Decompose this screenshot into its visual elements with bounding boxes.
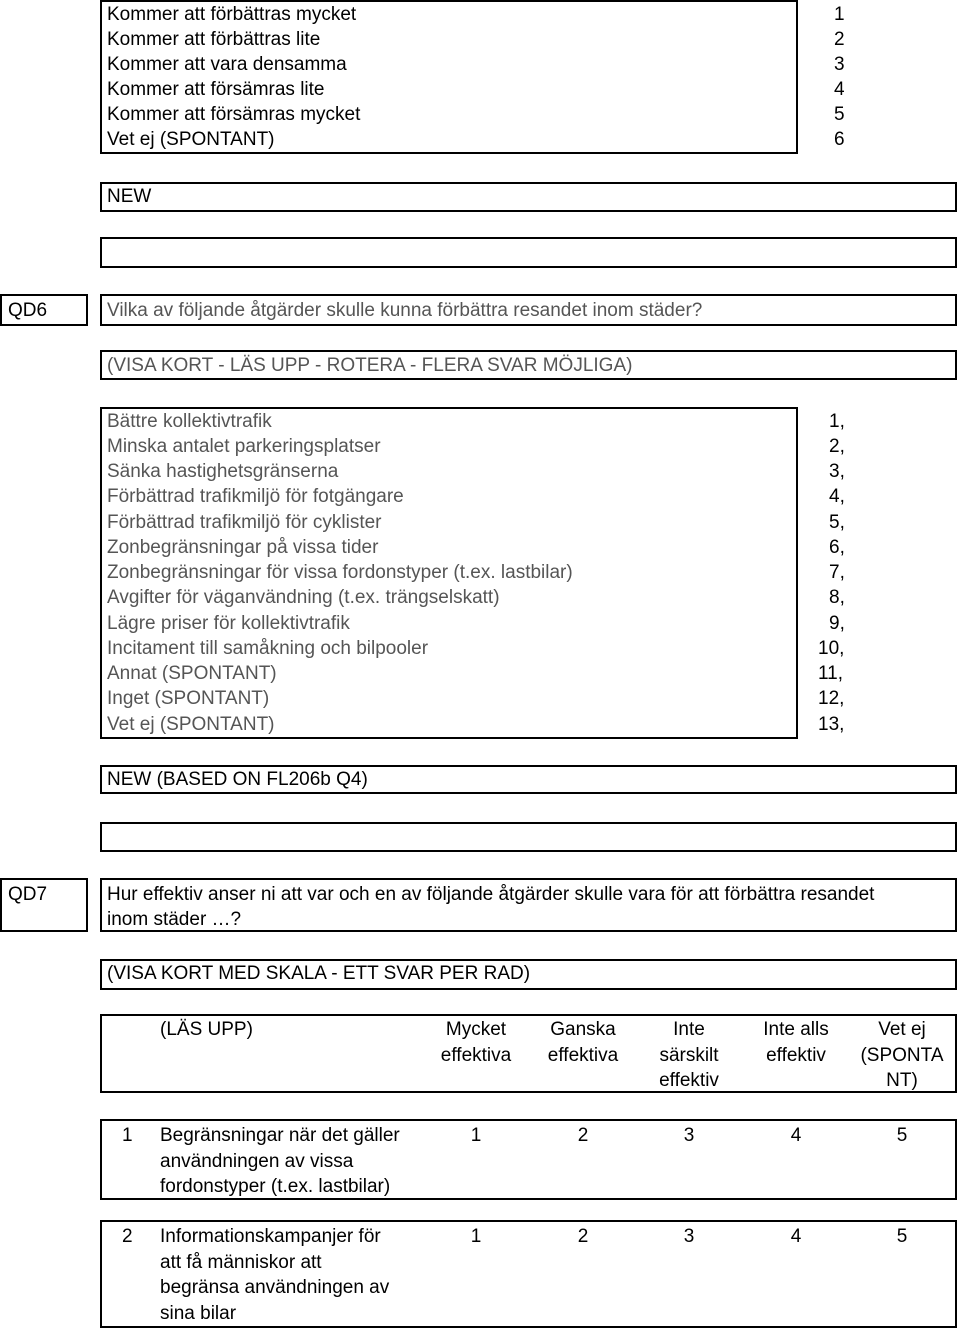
option-label: Zonbegränsningar för vissa fordonstyper (t.ex. lastbilar) [107, 562, 573, 583]
scale-header-fairly-effective [532, 1017, 634, 1068]
row-label-line: begränsa användningen av [160, 1277, 390, 1298]
list-item-code: 4 [834, 79, 845, 100]
option-label: Förbättrad trafikmiljö för cyklister [107, 512, 382, 533]
option-code: 12, [818, 688, 845, 709]
row-code: 2 [577, 1226, 589, 1247]
list-item-code: 2 [834, 29, 845, 50]
scale-header-line: Inte alls [763, 1019, 829, 1040]
list-item-code: 6 [834, 129, 845, 150]
row-code: 1 [470, 1226, 482, 1247]
list-item-label: Vet ej (SPONTANT) [107, 129, 275, 150]
new-box [100, 182, 957, 212]
question-text-line2: inom städer …? [107, 909, 242, 930]
scale-header-line: särskilt [659, 1044, 719, 1066]
option-code: 8, [829, 587, 845, 608]
row-label-line: Begränsningar när det gäller [160, 1125, 400, 1146]
row-code: 4 [790, 1226, 802, 1247]
option-label: Annat (SPONTANT) [107, 663, 277, 684]
scale-header-line: Vet ej [878, 1019, 926, 1040]
row-code: 5 [896, 1125, 908, 1146]
row-label-line: fordonstyper (t.ex. lastbilar) [160, 1176, 391, 1197]
option-label: Avgifter för väganvändning (t.ex. trängselskatt) [107, 587, 500, 608]
row-code: 3 [683, 1226, 695, 1247]
scale-header-line: Ganska [550, 1019, 616, 1040]
new-label: NEW [107, 186, 152, 207]
option-code: 11, [818, 663, 844, 684]
row-label-line: sina bilar [160, 1302, 237, 1324]
scale-header-line: effektiv [766, 1044, 826, 1066]
option-label: Lägre priser för kollektivtrafik [107, 613, 350, 634]
row-code: 3 [683, 1125, 695, 1146]
option-code: 9, [829, 613, 845, 634]
option-label: Zonbegränsningar på vissa tider [107, 537, 379, 558]
question-id: QD7 [8, 884, 48, 905]
read-aloud-header: (LÄS UPP) [160, 1019, 253, 1040]
option-code: 1, [829, 411, 845, 432]
row-label-line: användningen av vissa [160, 1150, 354, 1172]
scale-header-line: effektiv [659, 1070, 719, 1091]
option-code: 6, [829, 537, 845, 558]
list-item-label: Kommer att förbättras mycket [107, 4, 357, 25]
empty-box-2 [100, 822, 957, 852]
row-code: 1 [470, 1125, 482, 1146]
row-number: 1 [122, 1125, 133, 1146]
option-label: Inget (SPONTANT) [107, 688, 270, 709]
list-item-label: Kommer att försämras lite [107, 79, 325, 100]
row-code: 5 [896, 1226, 908, 1247]
instruction-text: (VISA KORT MED SKALA - ETT SVAR PER RAD) [107, 963, 531, 984]
question-id: QD6 [8, 300, 48, 321]
row-code: 2 [577, 1125, 589, 1146]
scale-header-line: Mycket [445, 1019, 507, 1040]
option-label: Incitament till samåkning och bilpooler [107, 638, 429, 659]
option-label: Bättre kollektivtrafik [107, 411, 272, 432]
option-label: Minska antalet parkeringsplatser [107, 436, 381, 457]
scale-header-dont-know [851, 1017, 953, 1094]
list-item-code: 5 [834, 104, 845, 125]
option-label: Förbättrad trafikmiljö för fotgängare [107, 486, 404, 507]
option-code: 4, [829, 486, 845, 507]
option-label: Vet ej (SPONTANT) [107, 714, 275, 735]
list-item-code: 1 [834, 4, 845, 25]
list-item-label: Kommer att förbättras lite [107, 29, 321, 50]
scale-header-line: effektiva [547, 1044, 619, 1066]
option-code: 7, [829, 562, 845, 583]
option-code: 13, [818, 714, 845, 735]
scale-header-line: effektiva [440, 1044, 512, 1066]
instruction-text: (VISA KORT - LÄS UPP - ROTERA - FLERA SVAR MÖJLIGA) [107, 355, 633, 376]
question-text: Vilka av följande åtgärder skulle kunna förbättra resandet inom städer? [107, 300, 703, 321]
new-based-on-label: NEW (BASED ON FL206b Q4) [107, 769, 368, 790]
option-code: 5, [829, 512, 845, 533]
scale-header-very-effective [425, 1017, 527, 1068]
list-item-code: 3 [834, 54, 845, 75]
empty-box [100, 237, 957, 268]
option-code: 3, [829, 461, 845, 482]
scale-header-not-very-effective [638, 1017, 740, 1094]
scale-header-line: NT) [886, 1070, 918, 1091]
scale-header-line: Inte [673, 1019, 705, 1040]
list-item-label: Kommer att vara densamma [107, 54, 347, 75]
question-text-line1: Hur effektiv anser ni att var och en av följande åtgärder skulle vara för att förbättra resandet [107, 884, 875, 905]
row-label-line: att få människor att [160, 1251, 322, 1273]
row-label-line: Informationskampanjer för [160, 1226, 381, 1247]
list-item-label: Kommer att försämras mycket [107, 104, 361, 125]
scale-header-line: (SPONTA [860, 1044, 944, 1066]
row-code: 4 [790, 1125, 802, 1146]
option-code: 10, [818, 638, 845, 659]
option-code: 2, [829, 436, 845, 457]
option-label: Sänka hastighetsgränserna [107, 461, 339, 482]
scale-header-not-at-all-effective [745, 1017, 847, 1068]
row-label [160, 1123, 400, 1200]
row-number: 2 [122, 1226, 133, 1247]
row-label [160, 1224, 389, 1326]
